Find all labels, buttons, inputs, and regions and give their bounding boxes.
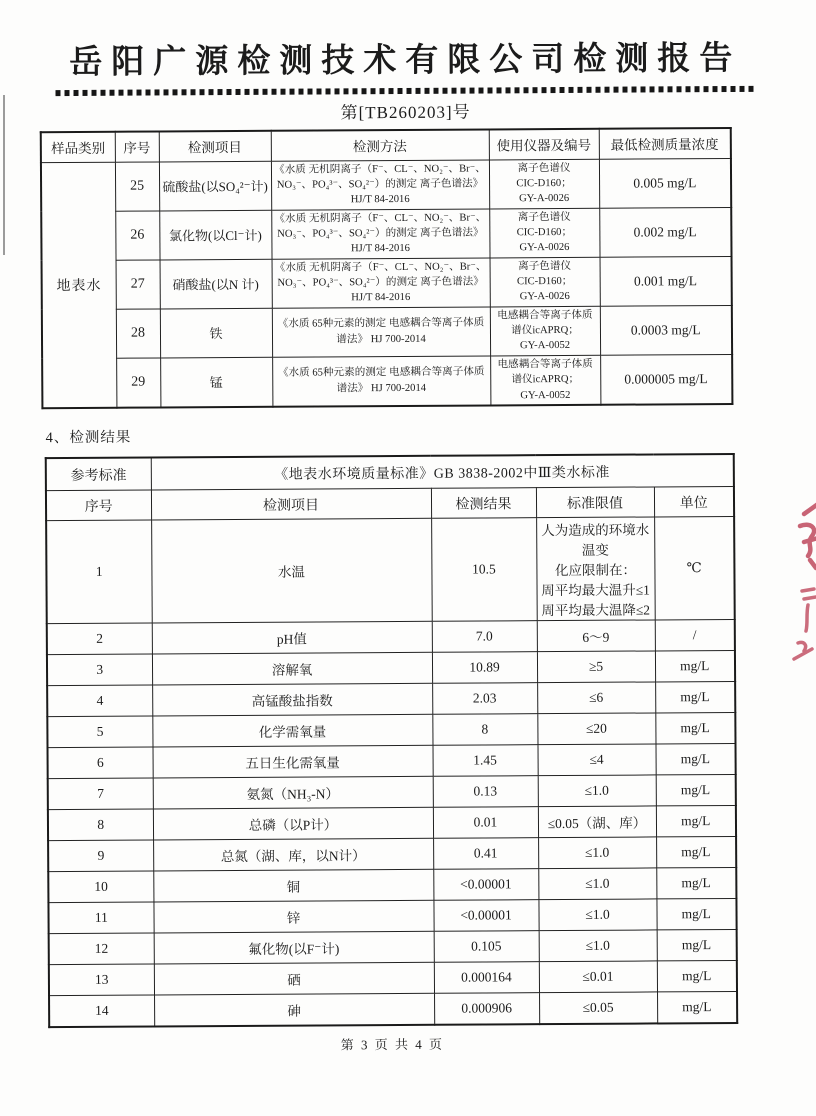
- result-item-cell: pH值: [152, 622, 432, 655]
- test-method-cell: 《水质 无机阴离子（F⁻、CL⁻、NO₂⁻、Br⁻、NO₃⁻、PO₄³⁻、SO₄²⁻）的测定 离子色谱法》 HJ/T 84-2016: [271, 209, 489, 259]
- result-no-cell: 11: [48, 902, 153, 934]
- result-item-cell: 锌: [153, 901, 433, 934]
- unit-cell: mg/L: [656, 837, 736, 868]
- page-footer: 第 3 页 共 4 页: [340, 1036, 444, 1053]
- header-result-value: 检测结果: [431, 488, 536, 519]
- results-table-row: [47, 651, 735, 686]
- results-table-row: [48, 837, 736, 872]
- result-value-cell: 10.89: [432, 652, 537, 684]
- report-number: 第[TB260203]号: [340, 102, 471, 123]
- results-table-row: [47, 682, 735, 717]
- method-table-row: [42, 305, 732, 358]
- header-result-item: 检测项目: [151, 489, 431, 521]
- standard-limit-cell: 6～9: [537, 620, 655, 652]
- result-item-cell: 总氮（湖、库，以N计）: [153, 839, 433, 872]
- result-item-cell: 化学需氧量: [152, 715, 432, 748]
- serial-no-cell: 28: [116, 309, 160, 358]
- unit-cell: mg/L: [655, 744, 735, 775]
- method-table-header: [41, 128, 731, 162]
- standard-limit-cell: ≤20: [537, 713, 655, 745]
- serial-no-cell: 26: [115, 211, 159, 260]
- results-table-row: [47, 713, 735, 748]
- result-value-cell: 0.000906: [434, 993, 539, 1025]
- header-instrument: 使用仪器及编号: [489, 129, 599, 160]
- result-no-cell: 9: [48, 840, 153, 872]
- serial-no-cell: 25: [115, 161, 159, 210]
- unit-cell: mg/L: [655, 651, 735, 682]
- result-value-cell: 0.000164: [434, 962, 539, 994]
- header-result-no: 序号: [46, 490, 151, 521]
- header-test-item: 检测项目: [159, 131, 271, 162]
- standard-limit-cell: ≤1.0: [538, 775, 656, 807]
- lod-cell: 0.001 mg/L: [600, 256, 732, 306]
- results-table-row: [46, 517, 735, 624]
- standard-limit-cell: ≤0.05（湖、库）: [538, 806, 656, 838]
- result-value-cell: 10.5: [431, 518, 537, 622]
- header-standard-limit: 标准限值: [536, 487, 654, 518]
- result-item-cell: 氟化物(以F⁻计): [154, 932, 434, 965]
- serial-no-cell: 27: [116, 260, 160, 309]
- unit-cell: mg/L: [656, 775, 736, 806]
- test-item-cell: 氯化物(以Cl⁻计): [159, 210, 271, 260]
- header-lod: 最低检测质量浓度: [599, 128, 731, 159]
- result-no-cell: 10: [48, 871, 153, 903]
- result-item-cell: 铜: [153, 870, 433, 903]
- header-serial-no: 序号: [115, 131, 159, 161]
- unit-cell: mg/L: [657, 992, 737, 1023]
- lod-cell: 0.002 mg/L: [599, 207, 731, 257]
- standard-limit-cell: ≤0.01: [539, 961, 657, 993]
- instrument-cell: 离子色谱仪 CIC-D160； GY-A-0026: [489, 159, 599, 209]
- results-table-row: [48, 744, 736, 779]
- result-item-cell: 总磷（以P计）: [153, 808, 433, 841]
- method-table-row: [41, 207, 731, 260]
- result-value-cell: 0.105: [434, 931, 539, 963]
- method-table-header-row: [41, 128, 731, 162]
- unit-cell: mg/L: [656, 899, 736, 930]
- result-value-cell: 2.03: [432, 683, 537, 715]
- standard-limit-cell: ≤0.05: [539, 992, 657, 1024]
- unit-cell: mg/L: [655, 713, 735, 744]
- result-item-cell: 砷: [154, 994, 434, 1027]
- standard-limit-cell: ≤4: [537, 744, 655, 776]
- result-no-cell: 2: [47, 623, 152, 655]
- instrument-cell: 离子色谱仪 CIC-D160； GY-A-0026: [489, 208, 599, 258]
- serial-no-cell: 29: [116, 358, 160, 408]
- instrument-cell: 电感耦合等离子体质谱仪icAPRQ； GY-A-0052: [490, 355, 600, 405]
- result-item-cell: 五日生化需氧量: [153, 746, 433, 779]
- standard-limit-cell: ≤1.0: [538, 899, 656, 931]
- standard-limit-cell: 人为造成的环境水温变 化应限制在： 周平均最大温升≤1 周平均最大温降≤2: [536, 517, 655, 621]
- test-method-cell: 《水质 65种元素的测定 电感耦合等离子体质谱法》 HJ 700-2014: [272, 307, 490, 357]
- test-method-cell: 《水质 无机阴离子（F⁻、CL⁻、NO₂⁻、Br⁻、NO₃⁻、PO₄³⁻、SO₄²⁻）的测定 离子色谱法》 HJ/T 84-2016: [272, 258, 490, 308]
- test-method-cell: 《水质 无机阴离子（F⁻、CL⁻、NO₂⁻、Br⁻、NO₃⁻、PO₄³⁻、SO₄²⁻）的测定 离子色谱法》 HJ/T 84-2016: [271, 159, 489, 209]
- result-no-cell: 7: [48, 778, 153, 810]
- results-table-row: [49, 992, 737, 1027]
- result-value-cell: 0.13: [433, 776, 538, 808]
- standard-limit-cell: ≤6: [537, 682, 655, 714]
- standard-limit-cell: ≤1.0: [538, 837, 656, 869]
- result-no-cell: 14: [49, 995, 154, 1027]
- standard-limit-cell: ≥5: [537, 651, 655, 683]
- reference-label-cell: 参考标准: [46, 457, 151, 491]
- test-item-cell: 铁: [160, 308, 272, 358]
- results-table: [45, 453, 738, 1028]
- sample-category-cell: 地表水: [41, 162, 117, 408]
- lod-cell: 0.005 mg/L: [599, 158, 731, 208]
- results-table-row: [48, 868, 736, 903]
- test-item-cell: 硝酸盐(以N 计): [160, 259, 272, 309]
- method-table-row: [42, 354, 732, 408]
- unit-cell: mg/L: [656, 806, 736, 837]
- results-header-row: [46, 487, 734, 521]
- results-table-row: [49, 961, 737, 996]
- results-table-row: [48, 899, 736, 934]
- instrument-cell: 离子色谱仪 CIC-D160； GY-A-0026: [490, 257, 600, 307]
- method-table-body: [41, 158, 732, 408]
- result-no-cell: 3: [47, 654, 152, 686]
- header-unit: 单位: [654, 487, 734, 517]
- dotted-divider: [55, 86, 755, 96]
- unit-cell: mg/L: [655, 682, 735, 713]
- results-table-row: [47, 620, 735, 655]
- result-item-cell: 氨氮（NH₃-N）: [153, 777, 433, 810]
- result-no-cell: 12: [49, 933, 154, 965]
- lod-cell: 0.000005 mg/L: [600, 354, 732, 404]
- result-no-cell: 13: [49, 964, 154, 996]
- results-table-body: [46, 517, 737, 1027]
- lod-cell: 0.0003 mg/L: [600, 305, 732, 355]
- unit-cell: /: [655, 620, 735, 651]
- result-no-cell: 1: [46, 520, 152, 624]
- method-table: [40, 127, 734, 409]
- method-table-row: [41, 158, 731, 211]
- result-no-cell: 6: [48, 747, 153, 779]
- result-item-cell: 高锰酸盐指数: [152, 684, 432, 717]
- unit-cell: ℃: [654, 517, 735, 620]
- standard-limit-cell: ≤1.0: [539, 930, 657, 962]
- results-table-row: [48, 775, 736, 810]
- reference-standard-row: [46, 454, 734, 491]
- reference-value-cell: 《地表水环境质量标准》GB 3838-2002中Ⅲ类水标准: [151, 454, 734, 491]
- header-sample-category: 样品类别: [41, 132, 115, 162]
- test-item-cell: 锰: [160, 357, 272, 407]
- unit-cell: mg/L: [657, 961, 737, 992]
- result-value-cell: 0.01: [433, 807, 538, 839]
- results-table-row: [49, 930, 737, 965]
- result-value-cell: 0.41: [433, 838, 538, 870]
- test-method-cell: 《水质 65种元素的测定 电感耦合等离子体质谱法》 HJ 700-2014: [272, 356, 490, 407]
- unit-cell: mg/L: [656, 868, 736, 899]
- result-no-cell: 5: [47, 716, 152, 748]
- standard-limit-cell: ≤1.0: [538, 868, 656, 900]
- result-value-cell: 1.45: [433, 745, 538, 777]
- result-value-cell: 8: [432, 714, 537, 746]
- result-value-cell: 7.0: [432, 621, 537, 653]
- result-item-cell: 溶解氧: [152, 653, 432, 686]
- report-title: 岳阳广源检测技术有限公司检测报告: [69, 40, 742, 82]
- results-table-row: [48, 806, 736, 841]
- result-no-cell: 4: [47, 685, 152, 717]
- method-table-row: [42, 256, 732, 309]
- unit-cell: mg/L: [657, 930, 737, 961]
- test-item-cell: 硫酸盐(以SO₄²⁻计): [159, 161, 271, 211]
- result-no-cell: 8: [48, 809, 153, 841]
- section-heading: 4、检测结果: [45, 429, 132, 447]
- result-item-cell: 硒: [154, 963, 434, 996]
- result-value-cell: <0.00001: [433, 869, 538, 901]
- results-table-head-rows: [46, 454, 734, 521]
- header-test-method: 检测方法: [271, 129, 489, 160]
- instrument-cell: 电感耦合等离子体质谱仪icAPRQ； GY-A-0052: [490, 306, 600, 356]
- result-item-cell: 水温: [151, 519, 432, 624]
- result-value-cell: <0.00001: [433, 900, 538, 932]
